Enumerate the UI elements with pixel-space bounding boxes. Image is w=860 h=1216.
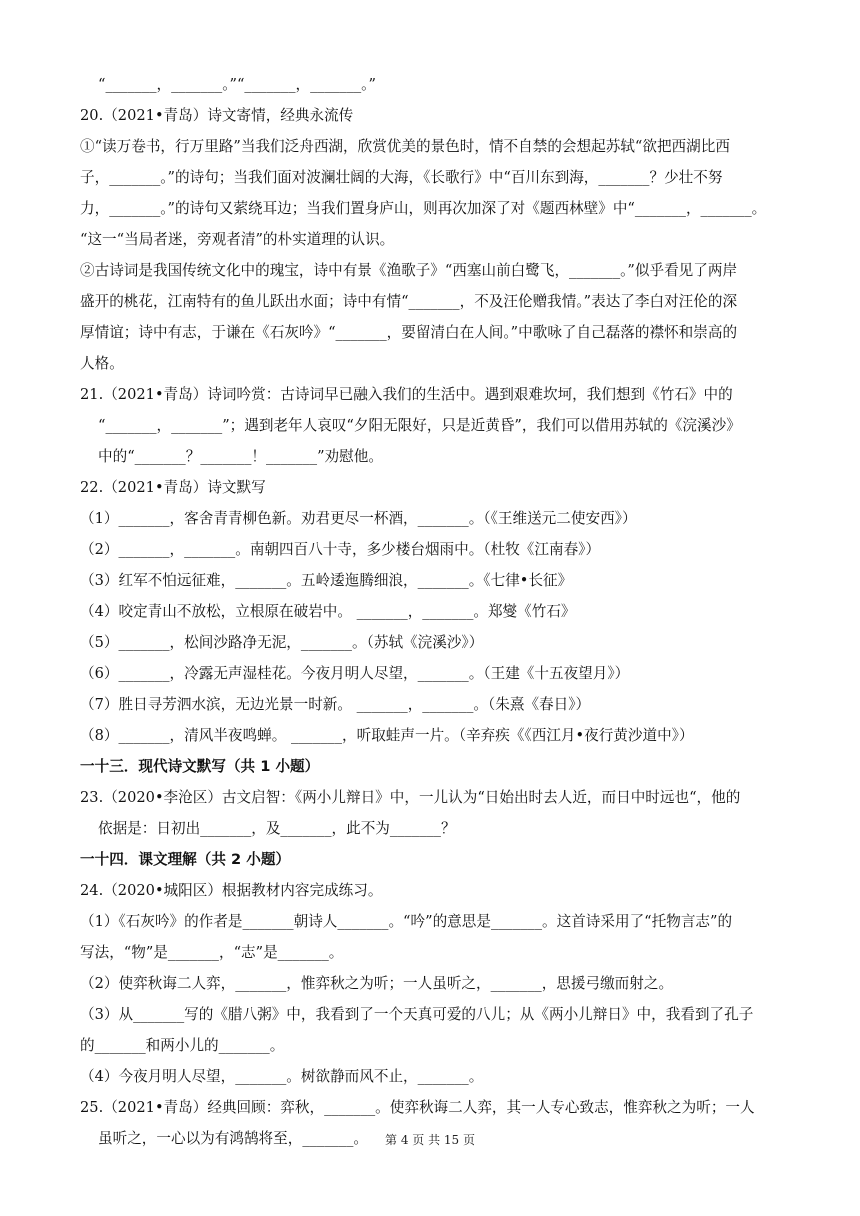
text-line: 24.（2020•城阳区）根据教材内容完成练习。	[80, 882, 383, 899]
text-line: （3）红军不怕远征难，_______。五岭逶迤腾细浪，_______。《七律•长征》	[80, 572, 573, 589]
text-line: （4）今夜月明人尽望，_______。树欲静而风不止，_______。	[80, 1068, 484, 1085]
text-line: 写法，“物”是_______，“志”是_______。	[80, 944, 344, 961]
text-line: ①“读万卷书，行万里路”当我们泛舟西湖，欣赏优美的景色时，情不自禁的会想起苏轼“欲把西湖比西	[80, 138, 730, 155]
text-line: 子，_______。”的诗句；当我们面对波澜壮阔的大海，《长歌行》中“百川东到海，_______？少壮不努	[80, 169, 723, 186]
text-line: （5）_______，松间沙路净无泥，_______。（苏轼《浣溪沙》）	[80, 634, 484, 651]
text-line: 依据是：日初出_______，及_______，此不为_______？	[98, 820, 456, 837]
section-heading: 一十四．课文理解（共 2 小题）	[80, 851, 291, 868]
section-heading: 一十三．现代诗文默写（共 1 小题）	[80, 758, 320, 775]
text-line: （4）咬定青山不放松，立根原在破岩中。 _______，_______。郑燮《竹石》	[80, 603, 576, 620]
text-line: 23.（2020•李沧区）古文启智：《两小儿辩日》中，一儿认为“日始出时去人近，而日中时远也“，他的	[80, 789, 741, 806]
text-line: 25.（2021•青岛）经典回顾：弈秋，_______。使弈秋诲二人弈，其一人专心致志，惟弈秋之为听；一人	[80, 1099, 755, 1116]
text-line: 21.（2021•青岛）诗词吟赏：古诗词早已融入我们的生活中。遇到艰难坎坷，我们想到《竹石》中的	[80, 386, 733, 403]
text-line: 盛开的桃花，江南特有的鱼儿跃出水面；诗中有情“_______，不及汪伦赠我情。”表达了李白对汪伦的深	[80, 293, 738, 310]
text-line: （1）《石灰吟》的作者是_______朝诗人_______。“吟”的意思是_______。这首诗采用了“托物言志”的	[80, 913, 733, 930]
text-line: （8）_______，清风半夜鸣蝉。 _______，听取蛙声一片。（辛弃疾《《西江月•夜行黄沙道中》）	[80, 727, 694, 744]
text-line: “_______，_______。”“_______，_______。”	[98, 76, 376, 93]
text-line: 22.（2021•青岛）诗文默写	[80, 479, 266, 496]
text-line: （1）_______，客舍青青柳色新。劝君更尽一杯酒，_______。（《王维送元二使安西》）	[80, 510, 637, 527]
text-line: （6）_______，冷露无声湿桂花。今夜月明人尽望，_______。（王建《十五夜望月》）	[80, 665, 630, 682]
text-line: 人格。	[80, 355, 124, 372]
text-line: 的_______和两小儿的_______。	[80, 1037, 285, 1054]
text-line: （2）_______，_______。南朝四百八十寺，多少楼台烟雨中。（杜牧《江南春》）	[80, 541, 601, 558]
text-line: 厚情谊；诗中有志，于谦在《石灰吟》“_______，要留清白在人间。”中歌咏了自己磊落的襟怀和崇高的	[80, 324, 738, 341]
text-line: 中的“_______？_______！_______”劝慰他。	[98, 448, 383, 465]
text-line: （2）使弈秋诲二人弈，_______，惟弈秋之为听；一人虽听之，_______，思援弓缴而射之。	[80, 975, 674, 992]
text-line: （7）胜日寻芳泗水滨，无边光景一时新。 _______，_______。（朱熹《春日》）	[80, 696, 591, 713]
text-line: 虽听之，一心以为有鸿鹄将至，_______。	[98, 1130, 368, 1147]
text-line: “_______，_______”；遇到老年人哀叹“夕阳无限好，只是近黄昏”，我们可以借用苏轼的《浣溪沙》	[98, 417, 741, 434]
text-line: ②古诗词是我国传统文化中的瑰宝，诗中有景《渔歌子》“西塞山前白鹭飞，_______。”似乎看见了两岸	[80, 262, 738, 279]
text-line: 20.（2021•青岛）诗文寄情，经典永流传	[80, 107, 354, 124]
text-line: “这一“当局者迷，旁观者清”的朴实道理的认识。	[80, 231, 395, 248]
page-footer: 第 4 页 共 15 页	[385, 1133, 475, 1147]
text-line: 力，_______。”的诗句又萦绕耳边；当我们置身庐山，则再次加深了对《题西林壁》中“_______，_______。	[80, 200, 767, 217]
text-line: （3）从_______写的《腊八粥》中，我看到了一个天真可爱的八儿；从《两小儿辩日》中，我看到了孔子	[80, 1006, 754, 1023]
